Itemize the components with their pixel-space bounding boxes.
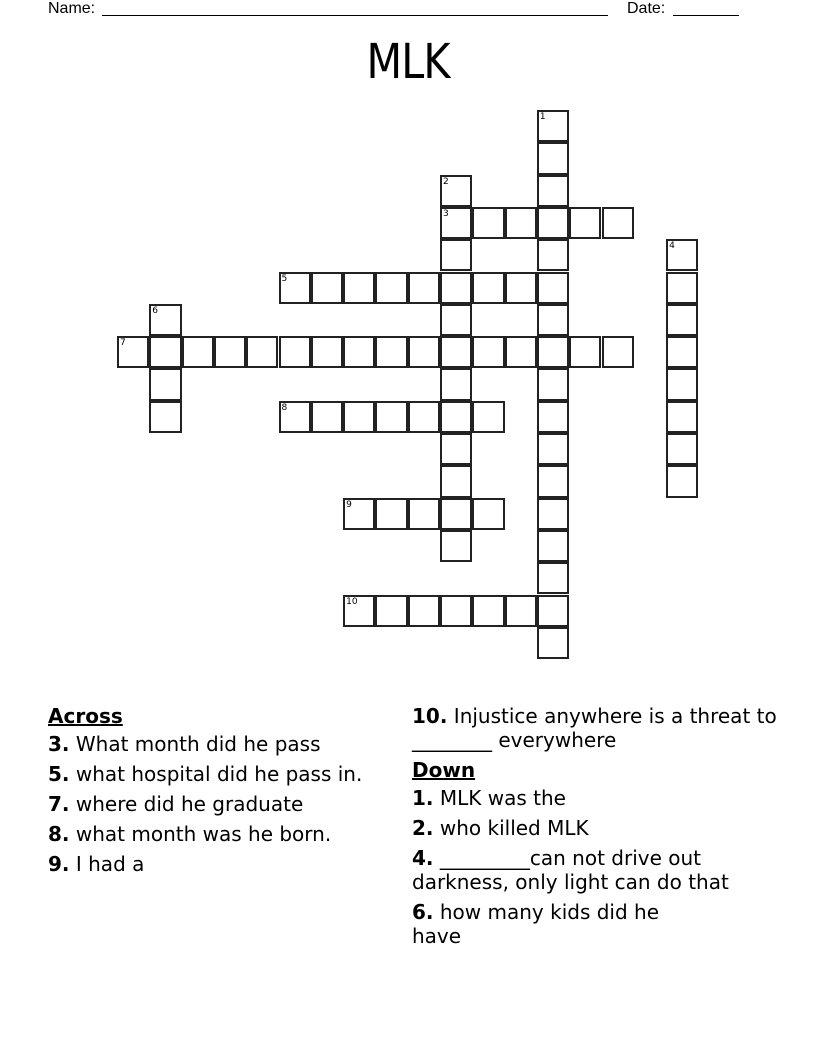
grid-cell[interactable]	[505, 336, 537, 368]
clues-left-column	[48, 704, 388, 876]
grid-cell[interactable]	[343, 595, 375, 627]
grid-cell[interactable]	[117, 336, 149, 368]
grid-cell[interactable]	[375, 498, 407, 530]
grid-cell[interactable]	[602, 207, 634, 239]
grid-cell[interactable]	[666, 368, 698, 400]
grid-cell[interactable]	[440, 207, 472, 239]
grid-cell[interactable]	[666, 336, 698, 368]
clue-text: what hospital did he pass in.	[75, 762, 363, 786]
grid-cell[interactable]	[149, 401, 181, 433]
grid-cell[interactable]	[537, 401, 569, 433]
grid-cell[interactable]	[182, 336, 214, 368]
clue-down-2	[412, 816, 782, 840]
clue-number-label: 5	[281, 273, 288, 284]
grid-cell[interactable]	[375, 336, 407, 368]
grid-cell[interactable]	[149, 368, 181, 400]
across-heading: Across	[48, 704, 123, 728]
grid-cell[interactable]	[537, 530, 569, 562]
grid-cell[interactable]	[537, 465, 569, 497]
name-label: Name:	[48, 0, 96, 17]
clue-number: 9.	[48, 852, 70, 876]
grid-cell[interactable]	[408, 336, 440, 368]
clue-across-10	[412, 704, 782, 752]
grid-cell[interactable]	[666, 433, 698, 465]
grid-cell[interactable]	[440, 175, 472, 207]
grid-cell[interactable]	[408, 595, 440, 627]
grid-cell[interactable]	[569, 336, 601, 368]
grid-cell[interactable]	[149, 304, 181, 336]
grid-cell[interactable]	[440, 465, 472, 497]
grid-cell[interactable]	[343, 401, 375, 433]
clue-text: MLK was the	[439, 786, 566, 810]
grid-cell[interactable]	[375, 272, 407, 304]
grid-cell[interactable]	[149, 336, 181, 368]
grid-cell[interactable]	[537, 498, 569, 530]
grid-cell[interactable]	[279, 401, 311, 433]
grid-cell[interactable]	[440, 595, 472, 627]
grid-cell[interactable]	[214, 336, 246, 368]
grid-cell[interactable]	[537, 368, 569, 400]
grid-cell[interactable]	[375, 595, 407, 627]
grid-cell[interactable]	[440, 336, 472, 368]
grid-cell[interactable]	[472, 401, 504, 433]
grid-cell[interactable]	[666, 272, 698, 304]
clue-number: 6.	[412, 900, 434, 924]
grid-cell[interactable]	[666, 304, 698, 336]
clue-down-4	[412, 846, 782, 894]
grid-cell[interactable]	[537, 433, 569, 465]
grid-cell[interactable]	[440, 272, 472, 304]
grid-cell[interactable]	[537, 304, 569, 336]
clues-right-column	[412, 704, 782, 948]
grid-cell[interactable]	[408, 498, 440, 530]
clue-number-label: 10	[346, 596, 358, 607]
grid-cell[interactable]	[472, 207, 504, 239]
grid-cell[interactable]	[537, 595, 569, 627]
clue-number-label: 9	[346, 499, 352, 510]
grid-cell[interactable]	[537, 272, 569, 304]
grid-cell[interactable]	[408, 272, 440, 304]
clue-text: what month was he born.	[75, 822, 332, 846]
grid-cell[interactable]	[311, 272, 343, 304]
clue-across-5	[48, 762, 368, 786]
grid-cell[interactable]	[602, 336, 634, 368]
clue-number: 1.	[412, 786, 434, 810]
clue-number-label: 8	[281, 402, 288, 413]
grid-cell[interactable]	[505, 207, 537, 239]
clue-number-label: 6	[152, 305, 159, 316]
grid-cell[interactable]	[569, 207, 601, 239]
grid-cell[interactable]	[279, 336, 311, 368]
clue-across-3	[48, 732, 388, 756]
grid-cell[interactable]	[440, 433, 472, 465]
grid-cell[interactable]	[375, 401, 407, 433]
grid-cell[interactable]	[537, 142, 569, 174]
clue-number: 4.	[412, 846, 434, 870]
clue-text: who killed MLK	[439, 816, 589, 840]
grid-cell[interactable]	[537, 336, 569, 368]
grid-cell[interactable]	[505, 595, 537, 627]
grid-cell[interactable]	[537, 175, 569, 207]
clue-number-label: 1	[539, 112, 546, 122]
grid-cell[interactable]	[440, 530, 472, 562]
clue-across-8	[48, 822, 388, 846]
grid-cell[interactable]	[440, 401, 472, 433]
clue-number: 10.	[412, 704, 448, 728]
grid-cell[interactable]	[537, 207, 569, 239]
grid-cell[interactable]	[440, 239, 472, 271]
clue-number: 2.	[412, 816, 434, 840]
grid-cell[interactable]	[408, 401, 440, 433]
clue-across-7	[48, 792, 388, 816]
clue-number: 8.	[48, 822, 70, 846]
grid-cell[interactable]	[440, 498, 472, 530]
grid-cell[interactable]	[666, 401, 698, 433]
clue-number-label: 4	[669, 241, 675, 252]
clue-down-1	[412, 786, 782, 810]
clue-number-label: 7	[120, 338, 126, 349]
grid-cell[interactable]	[472, 272, 504, 304]
grid-cell[interactable]	[537, 562, 569, 594]
clue-number-label: 2	[443, 176, 449, 187]
grid-cell[interactable]	[505, 272, 537, 304]
clue-text: where did he graduate	[75, 792, 304, 816]
clue-text: _________can not drive out darkness, only light can do that	[412, 846, 729, 894]
grid-cell[interactable]	[311, 401, 343, 433]
grid-cell[interactable]	[472, 336, 504, 368]
page-title: MLK	[366, 34, 450, 90]
clue-text: how many kids did he have	[412, 900, 660, 948]
grid-cell[interactable]	[311, 336, 343, 368]
clue-text: What month did he pass	[75, 732, 321, 756]
grid-cell[interactable]	[343, 272, 375, 304]
grid-cell[interactable]	[666, 465, 698, 497]
clue-across-9	[48, 852, 388, 876]
grid-cell[interactable]	[537, 239, 569, 271]
grid-cell[interactable]	[537, 110, 569, 142]
clue-number: 7.	[48, 792, 70, 816]
clue-number: 5.	[48, 762, 70, 786]
grid-cell[interactable]	[343, 498, 375, 530]
clue-number: 3.	[48, 732, 70, 756]
down-heading: Down	[412, 758, 476, 782]
clue-number-label: 3	[443, 208, 449, 219]
clue-down-6	[412, 900, 702, 948]
grid-cell[interactable]	[537, 627, 569, 659]
grid-cell[interactable]	[440, 304, 472, 336]
grid-cell[interactable]	[440, 368, 472, 400]
grid-cell[interactable]	[472, 498, 504, 530]
grid-cell[interactable]	[279, 272, 311, 304]
grid-cell[interactable]	[666, 239, 698, 271]
clue-text: I had a	[75, 852, 145, 876]
grid-cell[interactable]	[246, 336, 278, 368]
grid-cell[interactable]	[472, 595, 504, 627]
clue-text: Injustice anywhere is a threat to ________ everywhere	[412, 704, 777, 752]
grid-cell[interactable]	[343, 336, 375, 368]
date-label: Date:	[627, 0, 666, 17]
